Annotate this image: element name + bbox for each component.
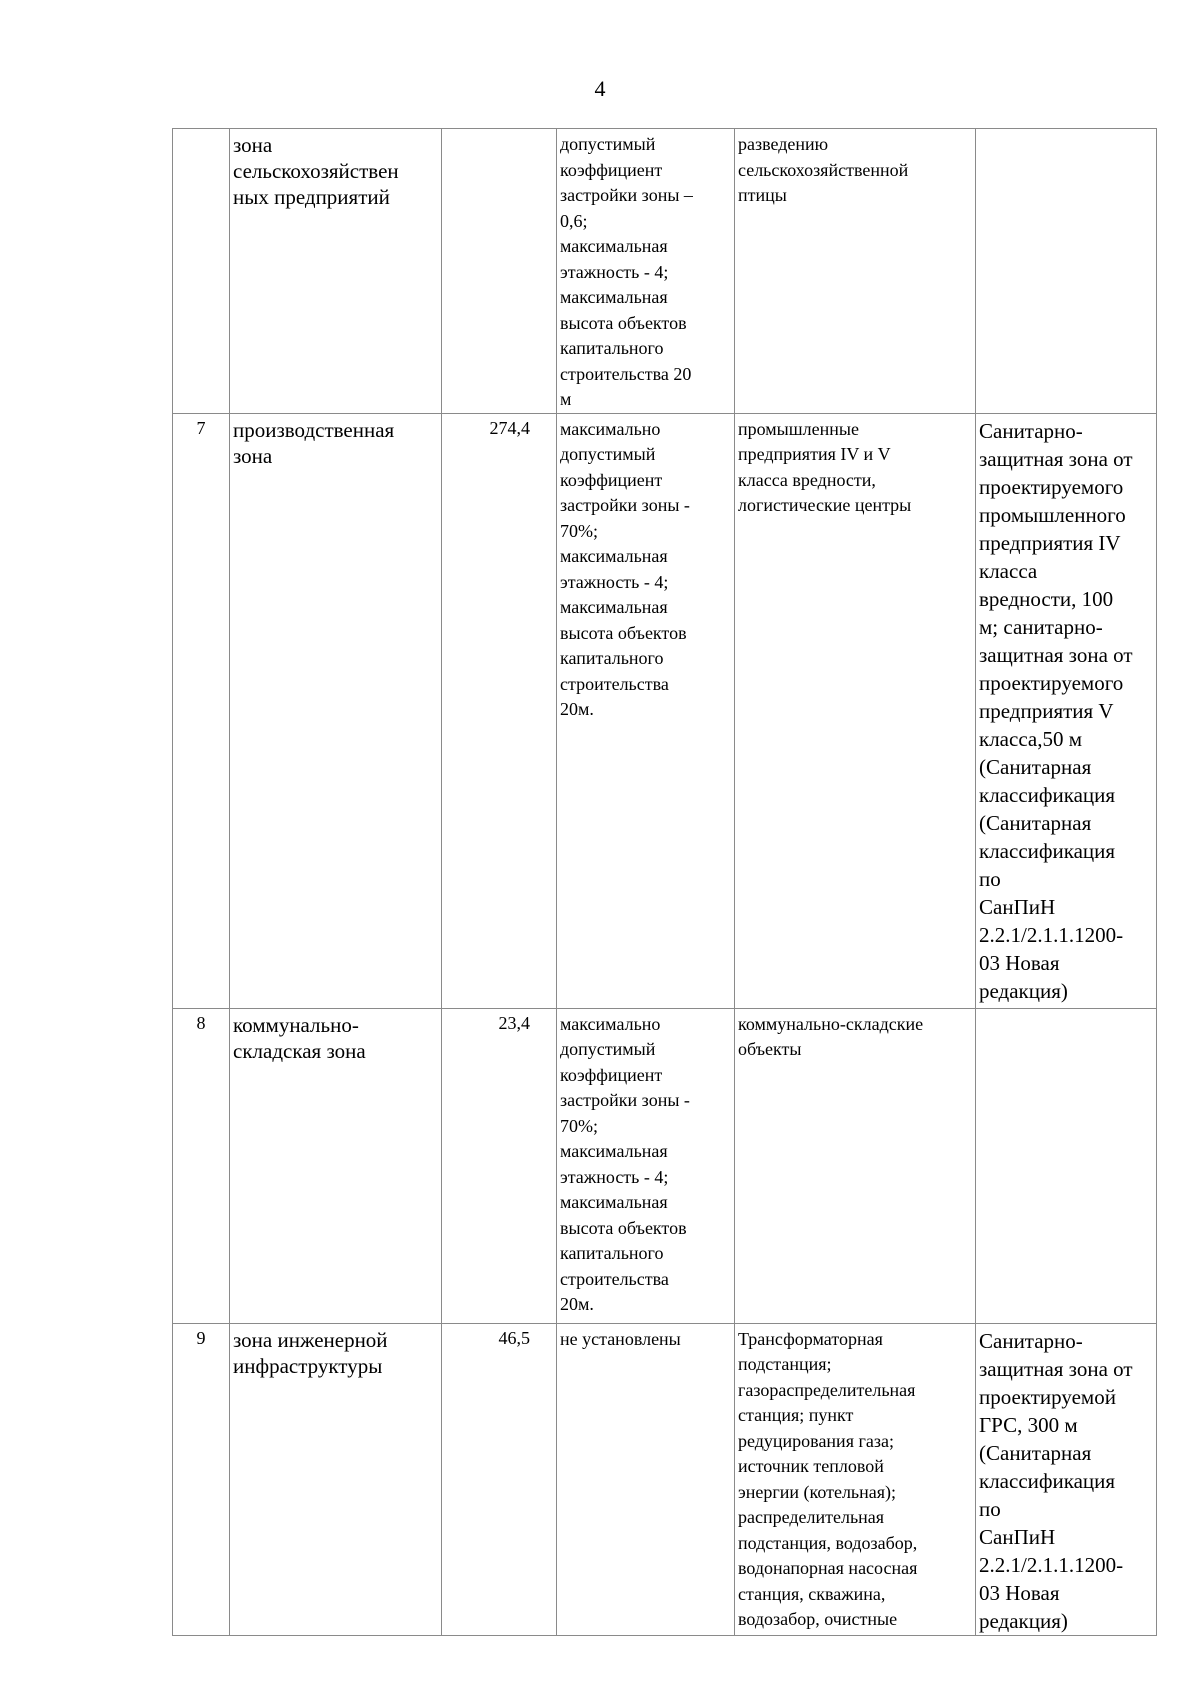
object-types-cell: промышленные предприятия IV и V класса вредности, логистические центры: [735, 413, 976, 1008]
object-types-cell: разведению сельскохозяйственной птицы: [735, 129, 976, 414]
table-row: [173, 129, 1157, 414]
table-row: [173, 413, 1157, 1008]
table-row: [173, 1323, 1157, 1635]
area-cell: [442, 129, 557, 414]
zone-name-cell: зона инженерной инфраструктуры: [230, 1323, 442, 1635]
zones-table: [172, 128, 1157, 1636]
parameters-cell: максимально допустимый коэффициент застройки зоны - 70%; максимальная этажность - 4; максимальная высота объектов капитального строительства 20м.: [557, 1008, 735, 1323]
page-number: 4: [594, 76, 606, 101]
sanitary-zone-cell: Санитарно- защитная зона от проектируемого промышленного предприятия IV класса вредности, 100 м; санитарно- защитная зона от проектируемого предприятия V класса,50 м (Санитарная классификация (Санитарная классификация по СанПиН 2.2.1/2.1.1.1200- 03 Новая редакция): [976, 413, 1157, 1008]
area-cell: 46,5: [442, 1323, 557, 1635]
parameters-cell: допустимый коэффициент застройки зоны – 0,6; максимальная этажность - 4; максимальная высота объектов капитального строительства 20 м: [557, 129, 735, 414]
area-cell: 274,4: [442, 413, 557, 1008]
parameters-cell: не установлены: [557, 1323, 735, 1635]
row-number-cell: 8: [173, 1008, 230, 1323]
zone-name-cell: производственная зона: [230, 413, 442, 1008]
object-types-cell: Трансформаторная подстанция; газораспределительная станция; пункт редуцирования газа; источник тепловой энергии (котельная); распределительная подстанция, водозабор, водонапорная насосная станция, скважина, водозабор, очистные: [735, 1323, 976, 1635]
sanitary-zone-cell: [976, 129, 1157, 414]
parameters-cell: максимально допустимый коэффициент застройки зоны - 70%; максимальная этажность - 4; максимальная высота объектов капитального строительства 20м.: [557, 413, 735, 1008]
object-types-cell: коммунально-складские объекты: [735, 1008, 976, 1323]
zone-name-cell: зона сельскохозяйствен ных предприятий: [230, 129, 442, 414]
area-cell: 23,4: [442, 1008, 557, 1323]
row-number-cell: 7: [173, 413, 230, 1008]
zone-name-cell: коммунально- складская зона: [230, 1008, 442, 1323]
sanitary-zone-cell: Санитарно- защитная зона от проектируемой ГРС, 300 м (Санитарная классификация по СанПиН 2.2.1/2.1.1.1200- 03 Новая редакция): [976, 1323, 1157, 1635]
sanitary-zone-cell: [976, 1008, 1157, 1323]
table-row: [173, 1008, 1157, 1323]
row-number-cell: 9: [173, 1323, 230, 1635]
row-number-cell: [173, 129, 230, 414]
